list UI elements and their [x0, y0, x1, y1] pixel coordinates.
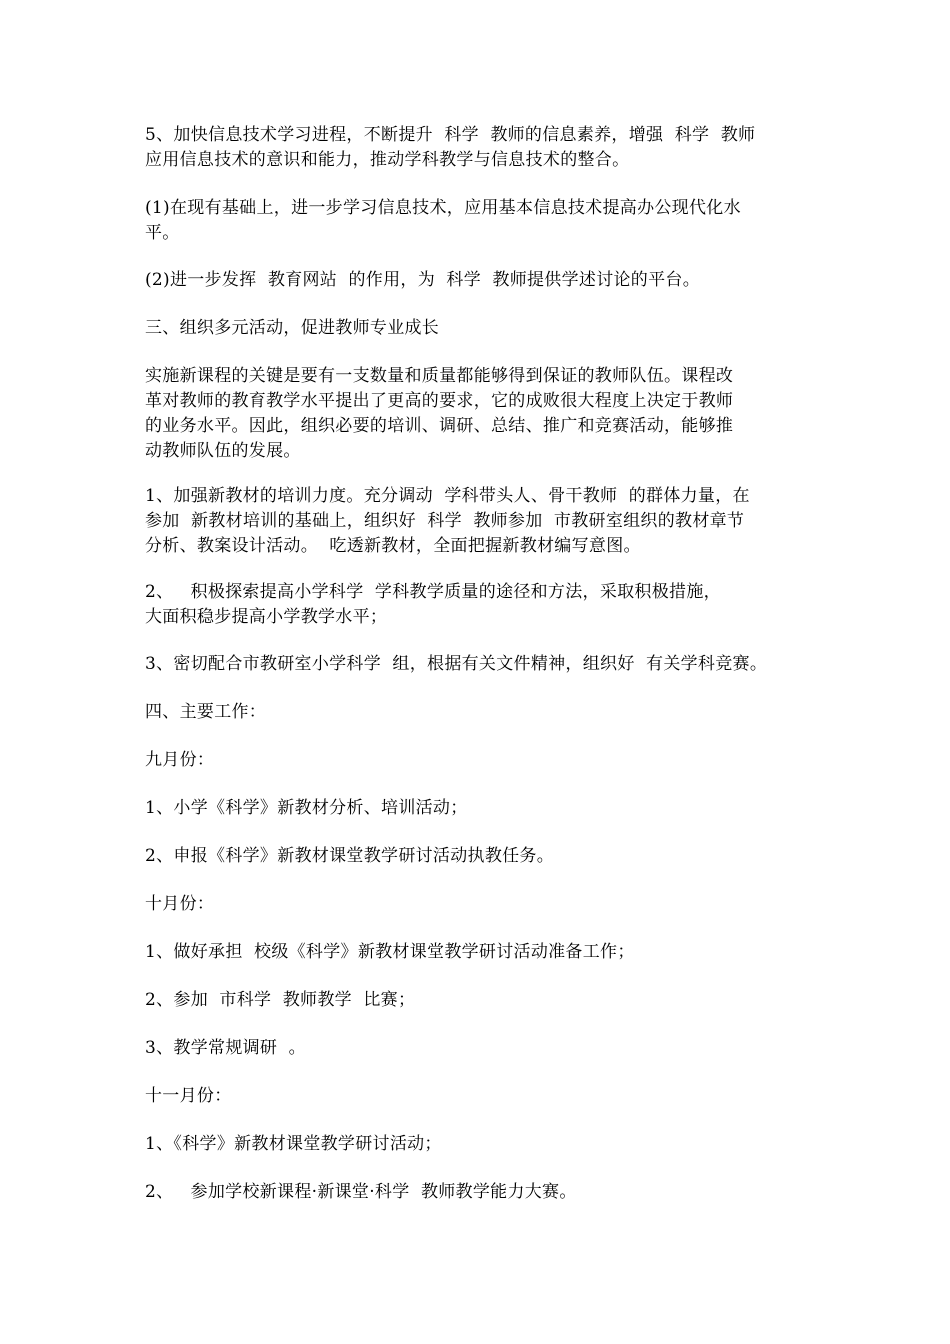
- text-line: (1)在现有基础上，进一步学习信息技术，应用基本信息技术提高办公现代化水: [145, 198, 741, 218]
- text-line: 3、密切配合市教研室小学科学 组，根据有关文件精神，组织好 有关学科竞赛。: [145, 654, 768, 674]
- text-line: 大面积稳步提高小学教学水平；: [145, 607, 388, 627]
- text-line: 1、小学《科学》新教材分析、培训活动；: [145, 798, 468, 818]
- list-item: [145, 940, 835, 965]
- text-line: 动教师队伍的发展。: [145, 441, 301, 461]
- list-item: [145, 796, 835, 821]
- text-line: 5、加快信息技术学习进程，不断提升 科学 教师的信息素养，增强 科学 教师: [145, 125, 756, 145]
- text-line: 分析、教案设计活动。 吃透新教材，全面把握新教材编写意图。: [145, 536, 641, 556]
- text-line: 平。: [145, 223, 180, 243]
- list-item: [145, 988, 835, 1013]
- text-line: 的业务水平。因此，组织必要的培训、调研、总结、推广和竞赛活动，能够推: [145, 416, 734, 436]
- text-line: 三、组织多元活动，促进教师专业成长: [145, 318, 440, 338]
- section-heading-3: [145, 316, 835, 341]
- text-line: 十月份：: [145, 894, 215, 914]
- text-line: 1、做好承担 校级《科学》新教材课堂教学研讨活动准备工作；: [145, 942, 635, 962]
- text-line: (2)进一步发挥 教育网站 的作用，为 科学 教师提供学述讨论的平台。: [145, 270, 701, 290]
- text-line: 3、教学常规调研 。: [145, 1038, 306, 1058]
- text-line: 革对教师的教育教学水平提出了更高的要求，它的成败很大程度上决定于教师: [145, 391, 734, 411]
- text-line: 1、加强新教材的培训力度。充分调动 学科带头人、骨干教师 的群体力量，在: [145, 486, 750, 506]
- text-line: 九月份：: [145, 750, 215, 770]
- month-september: [145, 748, 835, 773]
- list-item: [145, 1036, 835, 1061]
- paragraph-info-tech: [145, 123, 835, 173]
- text-line: 四、主要工作：: [145, 702, 267, 722]
- month-october: [145, 892, 835, 917]
- text-line: 1、《科学》新教材课堂教学研讨活动；: [145, 1134, 442, 1154]
- text-line: 2、申报《科学》新教材课堂教学研讨活动执教任务。: [145, 846, 555, 866]
- text-line: 2、参加 市科学 教师教学 比赛；: [145, 990, 416, 1010]
- paragraph-competition: [145, 652, 835, 677]
- text-line: 2、 积极探索提高小学科学 学科教学质量的途径和方法，采取积极措施，: [145, 582, 721, 602]
- paragraph-quality: [145, 580, 835, 630]
- text-line: 参加 新教材培训的基础上，组织好 科学 教师参加 市教研室组织的教材章节: [145, 511, 745, 531]
- list-item: [145, 1132, 835, 1157]
- paragraph-new-curriculum: [145, 364, 835, 464]
- text-line: 应用信息技术的意识和能力，推动学科教学与信息技术的整合。: [145, 150, 630, 170]
- list-item: [145, 844, 835, 869]
- list-item: [145, 1180, 835, 1205]
- paragraph-item-2: [145, 268, 835, 293]
- month-november: [145, 1084, 835, 1109]
- text-line: 十一月份：: [145, 1086, 232, 1106]
- section-heading-4: [145, 700, 835, 725]
- text-line: 实施新课程的关键是要有一支数量和质量都能够得到保证的教师队伍。课程改: [145, 366, 734, 386]
- paragraph-training: [145, 484, 835, 559]
- paragraph-item-1: [145, 196, 835, 246]
- text-line: 2、 参加学校新课程·新课堂·科学 教师教学能力大赛。: [145, 1182, 577, 1202]
